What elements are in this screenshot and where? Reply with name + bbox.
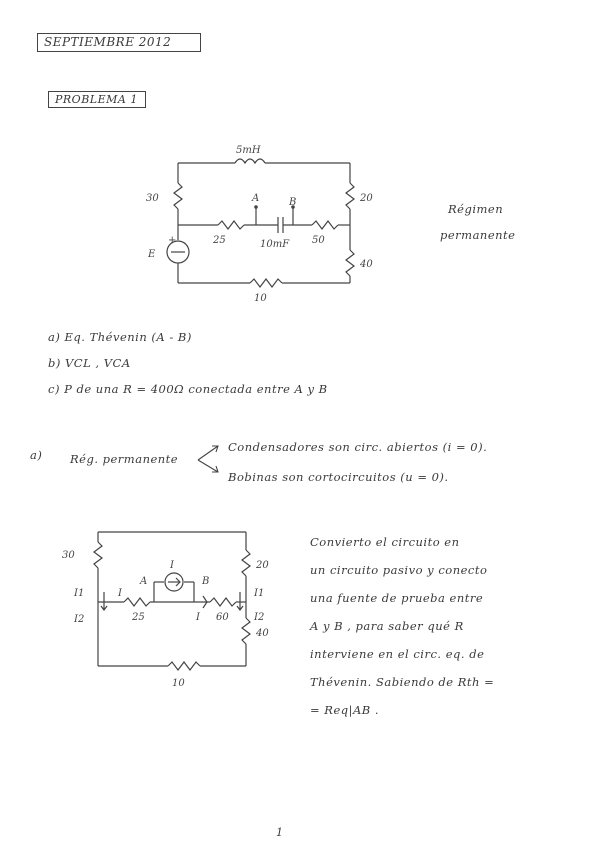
r-mid-right-label: 50 [312, 235, 325, 246]
c2-r-mid-right-label: 60 [216, 612, 229, 623]
condition-capacitors: Condensadores son circ. abiertos (i = 0). [228, 440, 488, 454]
answer-label: a) [30, 448, 43, 462]
c2-r-right-bottom-label: 40 [256, 628, 269, 639]
condition-inductors: Bobinas son cortocircuitos (u = 0). [228, 470, 449, 484]
side-note-line-2: permanente [440, 228, 516, 242]
explanation-line: A y B , para saber qué R [310, 619, 464, 633]
c2-r-mid-left-label: 25 [132, 612, 145, 623]
r-mid-left-label: 25 [213, 235, 226, 246]
c2-i2-left-label: I2 [74, 614, 85, 625]
c2-resistor-60-symbol [210, 598, 236, 606]
regime-label: Rég. permanente [70, 452, 179, 466]
r-right-top-label: 20 [360, 193, 373, 204]
page-number: 1 [276, 826, 284, 839]
c2-i1-left-label: I1 [74, 588, 85, 599]
circuit-diagram-2 [60, 520, 290, 690]
c2-r-left-label: 30 [62, 550, 75, 561]
question-c: c) P de una R = 400Ω conectada entre A y B [48, 382, 328, 396]
resistor-20-symbol [346, 183, 354, 209]
explanation-line: Convierto el circuito en [310, 535, 460, 549]
branch-arrows [196, 440, 226, 480]
r-bottom-label: 10 [254, 293, 267, 304]
explanation-line: interviene en el circ. eq. de [310, 647, 485, 661]
node-a-label: A [252, 193, 260, 204]
c2-resistor-30-symbol [94, 542, 102, 568]
question-b: b) VCL , VCA [48, 356, 131, 370]
resistor-30-symbol [174, 183, 182, 209]
explanation-block [310, 528, 550, 724]
c2-resistor-40-symbol [242, 618, 250, 644]
inductor-symbol [235, 159, 265, 163]
page-title: SEPTIEMBRE 2012 [37, 33, 201, 52]
explanation-line: = Req|AB . [310, 703, 380, 717]
c2-r-bottom-label: 10 [172, 678, 185, 689]
c2-node-b-label: B [202, 576, 210, 587]
c2-source-current-label: I [170, 560, 174, 571]
c2-resistor-10-symbol [168, 662, 200, 670]
question-a: a) Eq. Thévenin (A - B) [48, 330, 192, 344]
resistor-40-symbol [346, 250, 354, 276]
c2-r-right-top-label: 20 [256, 560, 269, 571]
c2-resistor-20-symbol [242, 550, 250, 576]
r-right-bottom-label: 40 [360, 259, 373, 270]
r-left-label: 30 [146, 193, 159, 204]
side-note-line-1: Régimen [448, 202, 504, 216]
c2-resistor-25-symbol [124, 598, 150, 606]
c2-i-mid-right-label: I [196, 612, 200, 623]
capacitor-label: 10mF [260, 239, 290, 250]
problem-label: PROBLEMA 1 [48, 91, 146, 108]
resistor-25-symbol [218, 221, 244, 229]
circuit-diagram-1 [140, 135, 380, 305]
c2-i-mid-left-label: I [118, 588, 122, 599]
source-label: E [148, 249, 156, 260]
c2-node-a-label: A [140, 576, 148, 587]
explanation-line: Thévenin. Sabiendo de Rth = [310, 675, 495, 689]
c2-i2-right-label: I2 [254, 612, 265, 623]
explanation-line: un circuito pasivo y conecto [310, 563, 488, 577]
node-b-label: B [289, 197, 297, 208]
c2-i1-right-label: I1 [254, 588, 265, 599]
inductor-label: 5mH [236, 145, 261, 156]
resistor-50-symbol [312, 221, 338, 229]
resistor-10-symbol [250, 279, 282, 287]
source-plus-label: + [168, 235, 177, 246]
explanation-line: una fuente de prueba entre [310, 591, 484, 605]
